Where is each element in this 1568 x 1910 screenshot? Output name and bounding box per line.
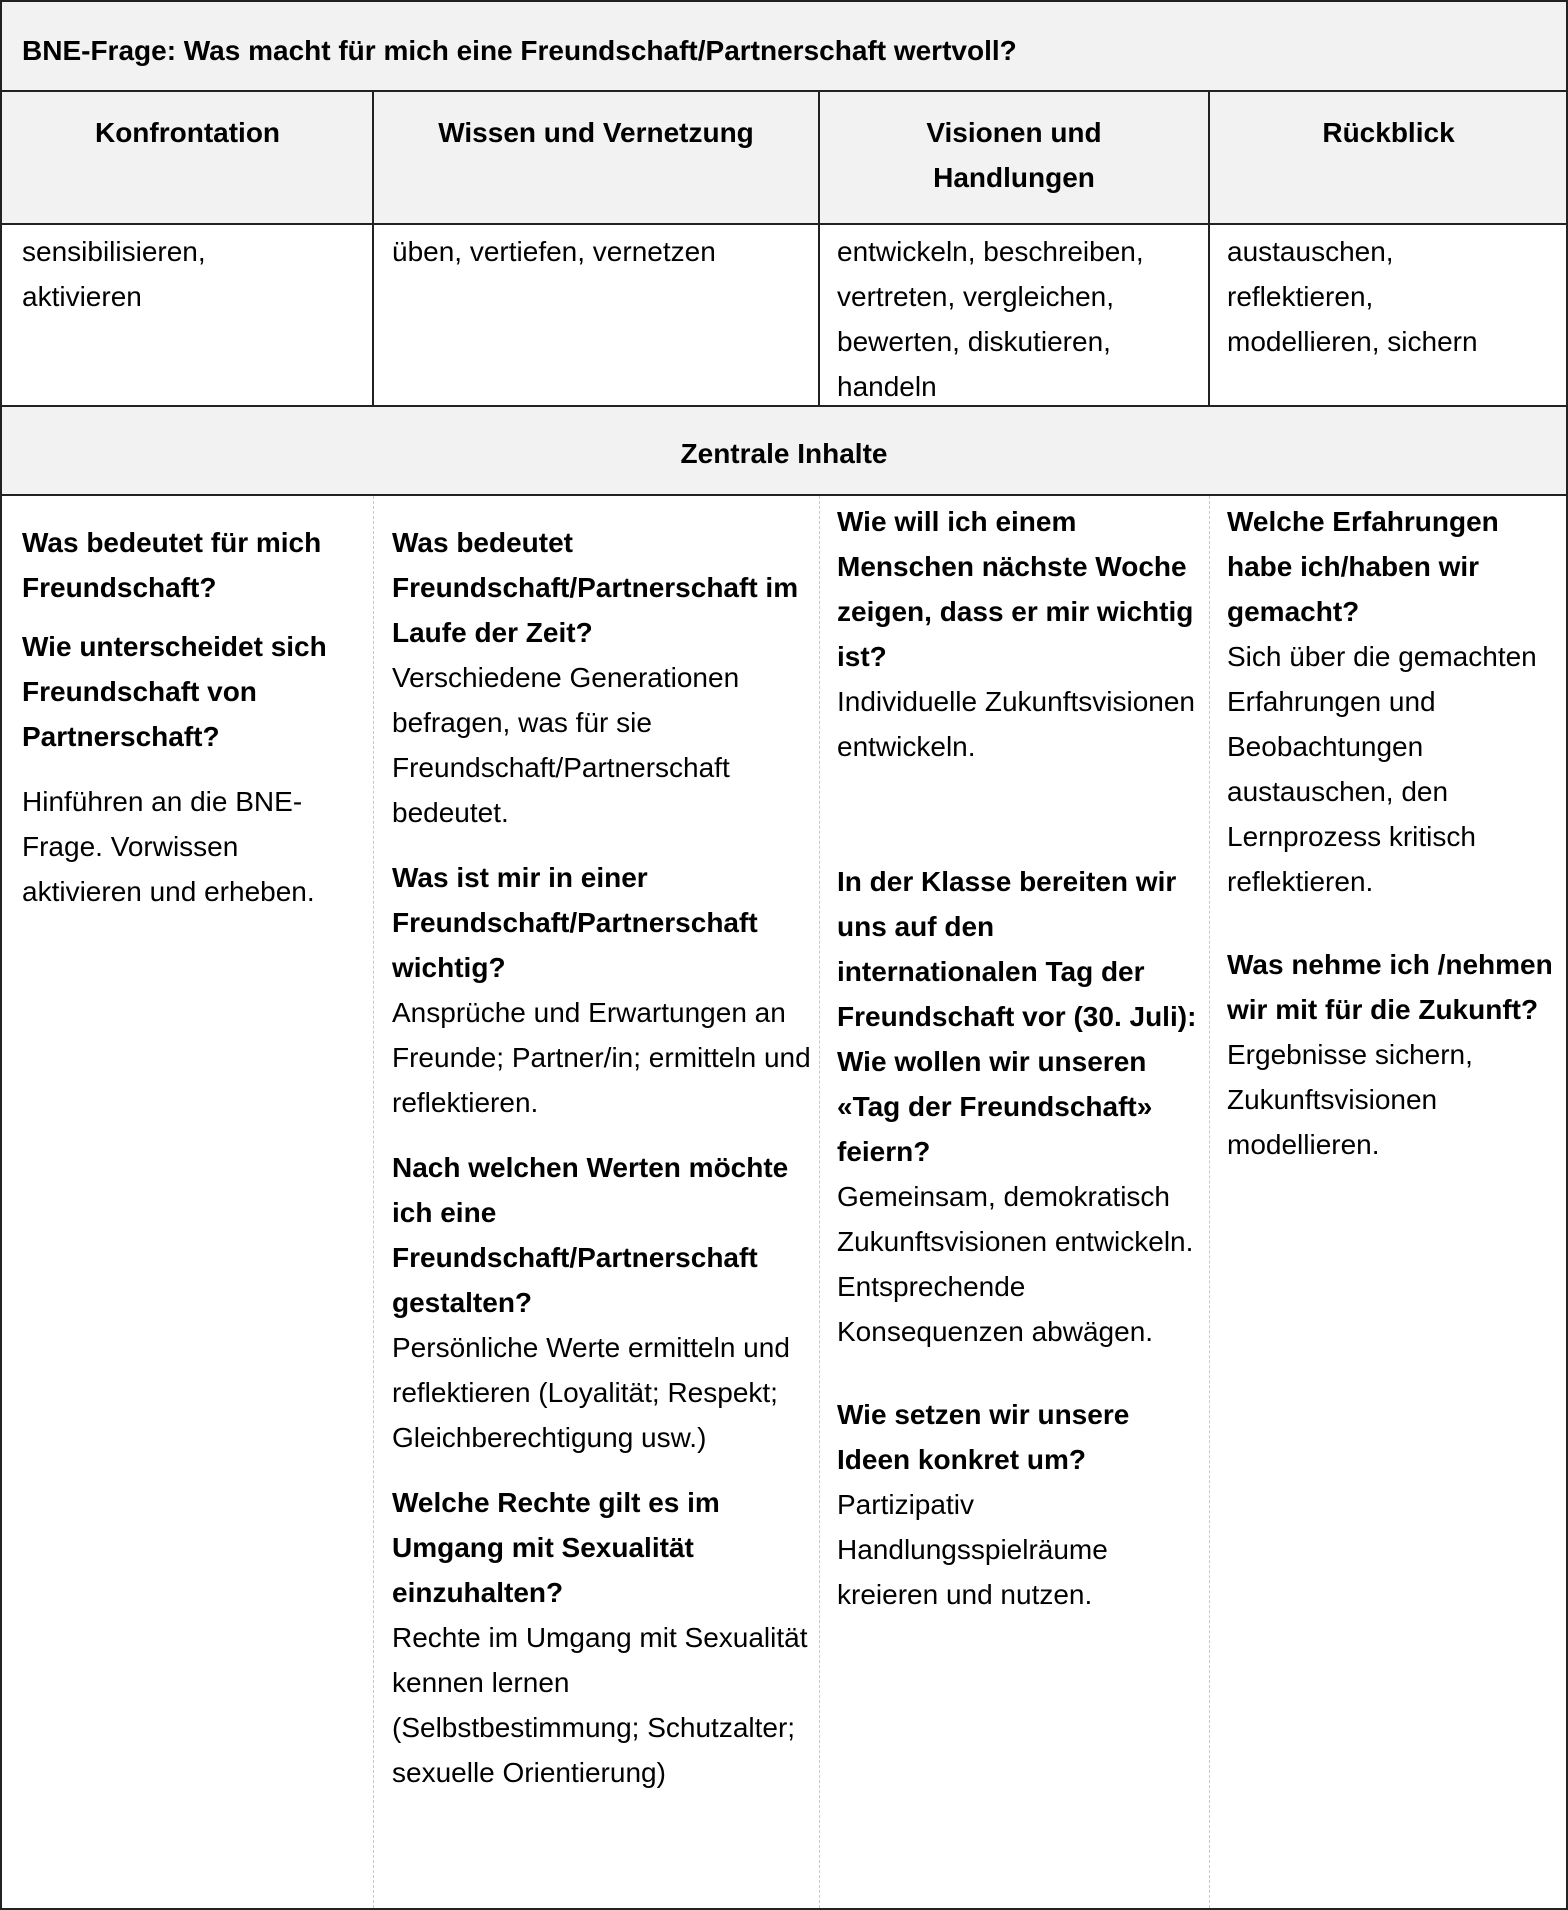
activity-text: Rechte im Umgang mit Sexualität kennen lernen (Selbstbestimmung; Schutzalter; sexuelle Orientierung) <box>392 1622 808 1788</box>
phase-header: Visionen und Handlungen <box>926 117 1102 193</box>
column-divider <box>1209 496 1210 1908</box>
divider <box>2 405 1566 407</box>
divider <box>2 223 1566 225</box>
content-column-1 <box>22 520 362 934</box>
guiding-question: Was ist mir in einer Freundschaft/Partnerschaft wichtig? <box>392 862 758 983</box>
activity-text: Partizipativ Handlungsspielräume kreieren und nutzen. <box>837 1489 1108 1610</box>
page-title: BNE-Frage: Was macht für mich eine Freundschaft/Partnerschaft wertvoll? <box>22 35 1017 66</box>
guiding-question: In der Klasse bereiten wir uns auf den internationalen Tag der Freundschaft vor (30. Juli): <box>837 866 1197 1032</box>
divider <box>2 494 1566 496</box>
guiding-question: Nach welchen Werten möchte ich eine Freundschaft/Partnerschaft gestalten? <box>392 1152 789 1318</box>
activity-text: Hinführen an die BNE-Frage. Vorwissen aktivieren und erheben. <box>22 786 315 907</box>
guiding-question: Welche Erfahrungen habe ich/haben wir gemacht? <box>1227 506 1499 627</box>
phase-header: Wissen und Vernetzung <box>438 117 754 148</box>
activity-text: Individuelle Zukunftsvisionen entwickeln. <box>837 686 1195 762</box>
guiding-question: Was bedeutet Freundschaft/Partnerschaft im Laufe der Zeit? <box>392 527 799 648</box>
activity-text: Gemeinsam, demokratisch Zukunftsvisionen entwickeln. Entsprechende Konsequenzen abwägen. <box>837 1181 1194 1347</box>
activity-text: Ergebnisse sichern, Zukunftsvisionen modellieren. <box>1227 1039 1473 1160</box>
phase-verbs: sensibilisieren, aktivieren <box>22 236 206 312</box>
content-column-4 <box>1227 499 1562 1167</box>
column-divider <box>373 496 374 1908</box>
guiding-question: Wie unterscheidet sich Freundschaft von Partnerschaft? <box>22 631 327 752</box>
activity-text: Persönliche Werte ermitteln und reflektieren (Loyalität; Respekt; Gleichberechtigung usw.) <box>392 1332 790 1453</box>
column-divider <box>819 496 820 1908</box>
guiding-question: Was bedeutet für mich Freundschaft? <box>22 527 322 603</box>
activity-text: Ansprüche und Erwartungen an Freunde; Partner/in; ermitteln und reflektieren. <box>392 997 811 1118</box>
divider <box>2 90 1566 92</box>
phase-verbs: austauschen, reflektieren, modellieren, sichern <box>1227 236 1478 357</box>
content-column-2 <box>392 520 812 1815</box>
guiding-question: Welche Rechte gilt es im Umgang mit Sexualität einzuhalten? <box>392 1487 720 1608</box>
section-title: Zentrale Inhalte <box>680 438 888 469</box>
phase-verbs: entwickeln, beschreiben, vertreten, vergleichen, bewerten, diskutieren, handeln <box>837 236 1144 402</box>
activity-text: Verschiedene Generationen befragen, was für sie Freundschaft/Partnerschaft bedeutet. <box>392 662 740 828</box>
phase-header: Rückblick <box>1322 117 1455 148</box>
guiding-question: Wie setzen wir unsere Ideen konkret um? <box>837 1399 1130 1475</box>
guiding-question: Wie will ich einem Menschen nächste Woche zeigen, dass er mir wichtig ist? <box>837 506 1194 672</box>
activity-text: Sich über die gemachten Erfahrungen und Beobachtungen austauschen, den Lernprozess kritisch reflektieren. <box>1227 641 1537 897</box>
content-column-3 <box>837 499 1202 1617</box>
phase-verbs: üben, vertiefen, vernetzen <box>392 236 716 267</box>
guiding-question: Wie wollen wir unseren «Tag der Freundschaft» feiern? <box>837 1046 1153 1167</box>
phase-header: Konfrontation <box>94 117 281 148</box>
guiding-question: Was nehme ich /nehmen wir mit für die Zukunft? <box>1227 949 1553 1025</box>
